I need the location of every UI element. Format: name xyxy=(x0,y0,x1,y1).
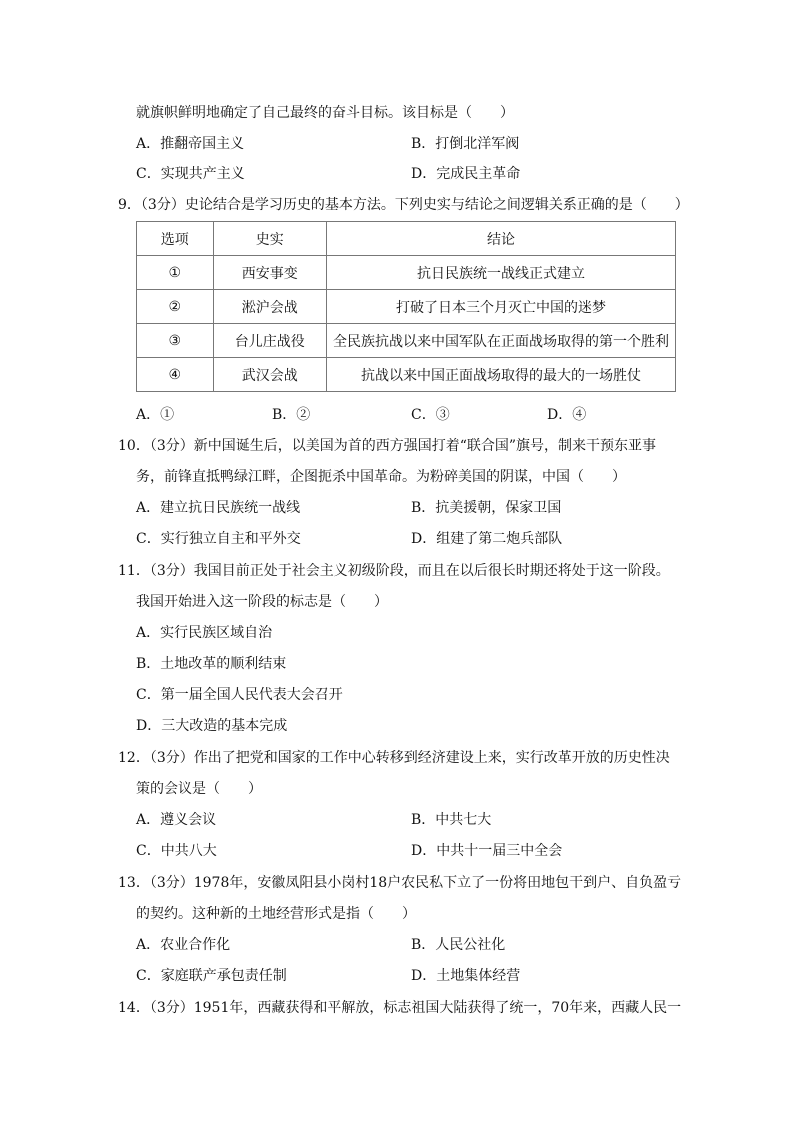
q8-option-b: B．打倒北洋军阀 xyxy=(411,136,520,152)
table-cell: 全民族抗战以来中国军队在正面战场取得的第一个胜利 xyxy=(327,324,676,358)
q11-option-c: C．第一届全国人民代表大会召开 xyxy=(136,687,343,703)
q11-stem-line-2: 我国开始进入这一阶段的标志是（ ） xyxy=(136,594,388,610)
q8-stem-tail: 就旗帜鲜明地确定了自己最终的奋斗目标。该目标是（ ） xyxy=(136,105,514,121)
q9-table xyxy=(136,221,676,392)
table-cell: 抗战以来中国正面战场取得的最大的一场胜仗 xyxy=(327,358,676,392)
q13-option-b: B．人民公社化 xyxy=(411,937,506,953)
table-cell: 西安事变 xyxy=(213,256,327,290)
q12-option-d: D．中共十一届三中全会 xyxy=(411,843,563,859)
table-cell: ④ xyxy=(137,358,214,392)
table-header-cell: 结论 xyxy=(327,222,676,256)
table-cell: 台儿庄战役 xyxy=(213,324,327,358)
table-cell: 淞沪会战 xyxy=(213,290,327,324)
q10-option-c: C．实行独立自主和平外交 xyxy=(136,531,301,547)
q8-option-a: A．推翻帝国主义 xyxy=(136,136,245,152)
q10-option-d: D．组建了第二炮兵部队 xyxy=(411,531,563,547)
q10-stem-line-1: 10．（3分）新中国诞生后，以美国为首的西方强国打着“联合国”旗号，制来干预东亚事 xyxy=(118,438,657,454)
q12-stem-line-1: 12．（3分）作出了把党和国家的工作中心转移到经济建设上来，实行改革开放的历史性决 xyxy=(118,750,670,766)
table-row xyxy=(137,358,676,392)
table-cell: 武汉会战 xyxy=(213,358,327,392)
q9-option-a: A．① xyxy=(136,407,175,423)
table-row xyxy=(137,256,676,290)
q12-stem-line-2: 策的会议是（ ） xyxy=(136,781,262,797)
q10-stem-line-2: 务，前锋直抵鸭绿江畔，企图扼杀中国革命。为粉碎美国的阴谋，中国（ ） xyxy=(136,469,626,485)
q13-option-a: A．农业合作化 xyxy=(136,937,231,953)
q12-option-c: C．中共八大 xyxy=(136,843,217,859)
table-row xyxy=(137,324,676,358)
q14-stem-line-1: 14．（3分）1951年，西藏获得和平解放，标志祖国大陆获得了统一，70年来，西藏人民一 xyxy=(118,1000,682,1016)
q13-stem-line-1: 13．（3分）1978年，安徽凤阳县小岗村18户农民私下立了一份将田地包干到户、自负盈亏 xyxy=(118,875,682,891)
q13-option-d: D．土地集体经营 xyxy=(411,968,521,984)
q8-option-d: D．完成民主革命 xyxy=(411,166,521,182)
q13-stem-line-2: 的契约。这种新的土地经营形式是指（ ） xyxy=(136,906,416,922)
q11-option-a: A．实行民族区域自治 xyxy=(136,625,273,641)
table-header-row xyxy=(137,222,676,256)
q12-option-b: B．中共七大 xyxy=(411,812,492,828)
table-cell: ② xyxy=(137,290,214,324)
q13-option-c: C．家庭联产承包责任制 xyxy=(136,968,287,984)
q9-option-c: C．③ xyxy=(411,407,450,423)
table-header-cell: 选项 xyxy=(137,222,214,256)
q10-option-b: B．抗美援朝，保家卫国 xyxy=(411,500,562,516)
q9-option-d: D．④ xyxy=(547,407,587,423)
table-row xyxy=(137,290,676,324)
q9-stem: 9．（3分）史论结合是学习历史的基本方法。下列史实与结论之间逻辑关系正确的是（ ） xyxy=(118,197,689,213)
q10-option-a: A．建立抗日民族统一战线 xyxy=(136,500,301,516)
table-cell: ③ xyxy=(137,324,214,358)
table-cell: 抗日民族统一战线正式建立 xyxy=(327,256,676,290)
table-cell: 打破了日本三个月灭亡中国的迷梦 xyxy=(327,290,676,324)
q11-option-d: D．三大改造的基本完成 xyxy=(136,718,288,734)
q11-stem-line-1: 11．（3分）我国目前正处于社会主义初级阶段，而且在以后很长时期还将处于这一阶段。 xyxy=(118,563,670,579)
table-header-cell: 史实 xyxy=(213,222,327,256)
q8-option-c: C．实现共产主义 xyxy=(136,166,245,182)
q12-option-a: A．遵义会议 xyxy=(136,812,217,828)
table-cell: ① xyxy=(137,256,214,290)
q9-option-b: B．② xyxy=(272,407,311,423)
q11-option-b: B．土地改革的顺利结束 xyxy=(136,656,287,672)
